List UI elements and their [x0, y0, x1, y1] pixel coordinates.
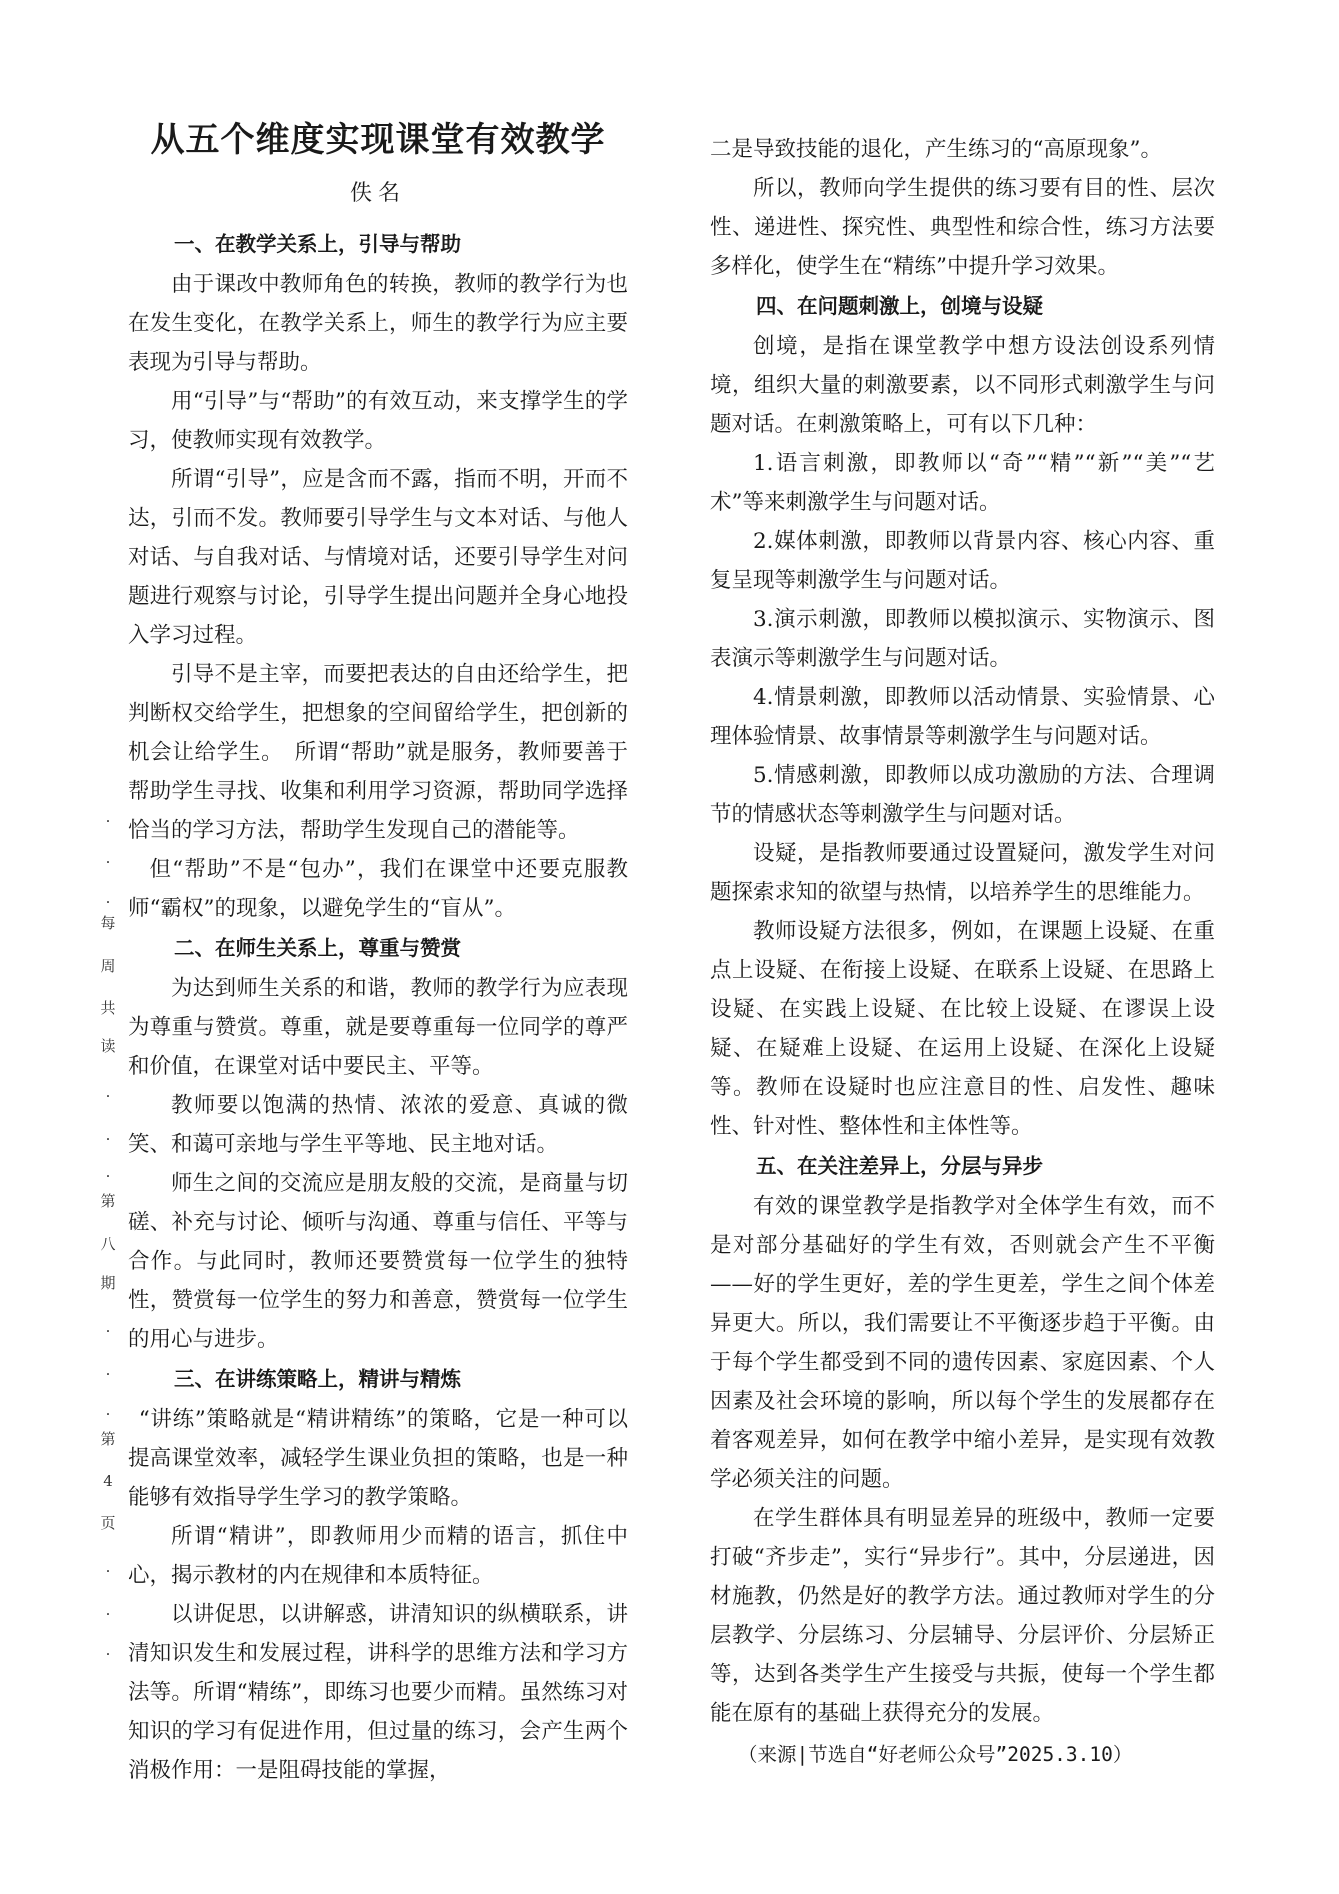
paragraph: 所以，教师向学生提供的练习要有目的性、层次性、递进性、探究性、典型性和综合性，练习方法要多样化，使学生在“精练”中提升学习效果。 — [710, 176, 1215, 279]
side-char: 每 — [100, 914, 116, 932]
side-dot: · — [105, 1130, 111, 1148]
list-item: 5.情感刺激，即教师以成功激励的方法、合理调节的情感状态等刺激学生与问题对话。 — [710, 763, 1215, 827]
side-char: 期 — [100, 1274, 116, 1292]
side-dot: · — [105, 1562, 111, 1580]
side-dot: · — [105, 1605, 111, 1623]
paragraph: 但“帮助”不是“包办”，我们在课堂中还要克服教师“霸权”的现象，以避免学生的“盲从”。 — [128, 857, 628, 921]
list-item: 4.情景刺激，即教师以活动情景、实验情景、心理体验情景、故事情景等刺激学生与问题对话。 — [710, 685, 1215, 749]
paragraph: “讲练”策略就是“精讲精练”的策略，它是一种可以提高课堂效率，减轻学生课业负担的策略，也是一种能够有效指导学生学习的教学策略。 — [128, 1407, 628, 1510]
side-char: 第 — [100, 1430, 116, 1448]
paragraph: 以讲促思，以讲解惑，讲清知识的纵横联系，讲清知识发生和发展过程，讲科学的思维方法和学习方法等。所谓“精练”，即练习也要少而精。虽然练习对知识的学习有促进作用，但过量的练习，会产生两个消极作用：一是阻碍技能的掌握， — [128, 1602, 628, 1783]
side-char: 八 — [100, 1235, 116, 1253]
list-item: 2.媒体刺激，即教师以背景内容、核心内容、重复呈现等刺激学生与问题对话。 — [710, 529, 1215, 593]
side-char: 第 — [100, 1192, 116, 1210]
section-4-heading: 四、在问题刺激上，创境与设疑 — [756, 294, 1043, 318]
side-dot: · — [105, 893, 111, 911]
side-dot: · — [105, 1167, 111, 1185]
section-2-heading: 二、在师生关系上，尊重与赞赏 — [174, 936, 461, 960]
right-column — [710, 130, 1215, 1775]
side-char: 读 — [100, 1037, 116, 1055]
section-3-heading: 三、在讲练策略上，精讲与精炼 — [174, 1367, 461, 1391]
list-item: 3.演示刺激，即教师以模拟演示、实物演示、图表演示等刺激学生与问题对话。 — [710, 607, 1215, 671]
paragraph: 所谓“引导”，应是含而不露，指而不明，开而不达，引而不发。教师要引导学生与文本对话、与他人对话、与自我对话、与情境对话，还要引导学生对问题进行观察与讨论，引导学生提出问题并全身心地投入学习过程。 — [128, 467, 628, 648]
side-char: 周 — [100, 957, 116, 975]
side-dot: · — [105, 1087, 111, 1105]
paragraph: 用“引导”与“帮助”的有效互动，来支撑学生的学习，使教师实现有效教学。 — [128, 389, 628, 453]
side-char: 页 — [100, 1514, 116, 1532]
list-item: 1.语言刺激，即教师以“奇”“精”“新”“美”“艺术”等来刺激学生与问题对话。 — [710, 451, 1215, 515]
paragraph: 师生之间的交流应是朋友般的交流，是商量与切磋、补充与讨论、倾听与沟通、尊重与信任、平等与合作。与此同时，教师还要赞赏每一位学生的独特性，赞赏每一位学生的努力和善意，赞赏每一位学生的用心与进步。 — [128, 1171, 628, 1352]
side-dot: · — [105, 1405, 111, 1423]
section-5-heading: 五、在关注差异上，分层与异步 — [756, 1154, 1043, 1178]
paragraph: 设疑，是指教师要通过设置疑问，激发学生对问题探索求知的欲望与热情，以培养学生的思维能力。 — [710, 841, 1215, 905]
left-column — [128, 112, 628, 1790]
source-note: （来源|节选自“好老师公众号”2025.3.10） — [738, 1743, 1133, 1766]
paragraph: 引导不是主宰，而要把表达的自由还给学生，把判断权交给学生，把想象的空间留给学生，把创新的机会让给学生。 所谓“帮助”就是服务，教师要善于帮助学生寻找、收集和利用学习资源，帮助同学选择恰当的学习方法，帮助学生发现自己的潜能等。 — [128, 662, 628, 843]
paragraph: 所谓“精讲”，即教师用少而精的语言，抓住中心，揭示教材的内在规律和本质特征。 — [128, 1524, 628, 1588]
article-title: 从五个维度实现课堂有效教学 — [150, 120, 606, 160]
paragraph: 由于课改中教师角色的转换，教师的教学行为也在发生变化，在教学关系上，师生的教学行为应主要表现为引导与帮助。 — [128, 272, 628, 375]
paragraph-continued: 二是导致技能的退化，产生练习的“高原现象”。 — [710, 137, 1162, 162]
side-dot: · — [105, 1322, 111, 1340]
paragraph: 有效的课堂教学是指教学对全体学生有效，而不是对部分基础好的学生有效，否则就会产生不平衡——好的学生更好，差的学生更差，学生之间个体差异更大。所以，我们需要让不平衡逐步趋于平衡。由于每个学生都受到不同的遗传因素、家庭因素、个人因素及社会环境的影响，所以每个学生的发展都存在着客观差异，如何在教学中缩小差异，是实现有效教学必须关注的问题。 — [710, 1194, 1215, 1492]
side-char: 共 — [100, 999, 116, 1017]
side-dot: · — [105, 853, 111, 871]
side-dot: · — [105, 1645, 111, 1663]
article-author: 佚名 — [349, 181, 406, 206]
paragraph: 教师要以饱满的热情、浓浓的爱意、真诚的微笑、和蔼可亲地与学生平等地、民主地对话。 — [128, 1093, 628, 1157]
paragraph: 为达到师生关系的和谐，教师的教学行为应表现为尊重与赞赏。尊重，就是要尊重每一位同学的尊严和价值，在课堂对话中要民主、平等。 — [128, 976, 628, 1079]
section-1-heading: 一、在教学关系上，引导与帮助 — [174, 232, 461, 256]
side-dot: · — [105, 1365, 111, 1383]
side-char: 4 — [103, 1472, 113, 1490]
paragraph: 教师设疑方法很多，例如，在课题上设疑、在重点上设疑、在衔接上设疑、在联系上设疑、在思路上设疑、在实践上设疑、在比较上设疑、在谬误上设疑、在疑难上设疑、在运用上设疑、在深化上设疑等。教师在设疑时也应注意目的性、启发性、趣味性、针对性、整体性和主体性等。 — [710, 919, 1215, 1139]
paragraph: 创境，是指在课堂教学中想方设法创设系列情境，组织大量的刺激要素，以不同形式刺激学生与问题对话。在刺激策略上，可有以下几种： — [710, 334, 1215, 437]
paragraph: 在学生群体具有明显差异的班级中，教师一定要打破“齐步走”，实行“异步行”。其中，分层递进，因材施教，仍然是好的教学方法。通过教师对学生的分层教学、分层练习、分层辅导、分层评价、分层矫正等，达到各类学生产生接受与共振，使每一个学生都能在原有的基础上获得充分的发展。 — [710, 1506, 1215, 1726]
side-dot: · — [105, 812, 111, 830]
